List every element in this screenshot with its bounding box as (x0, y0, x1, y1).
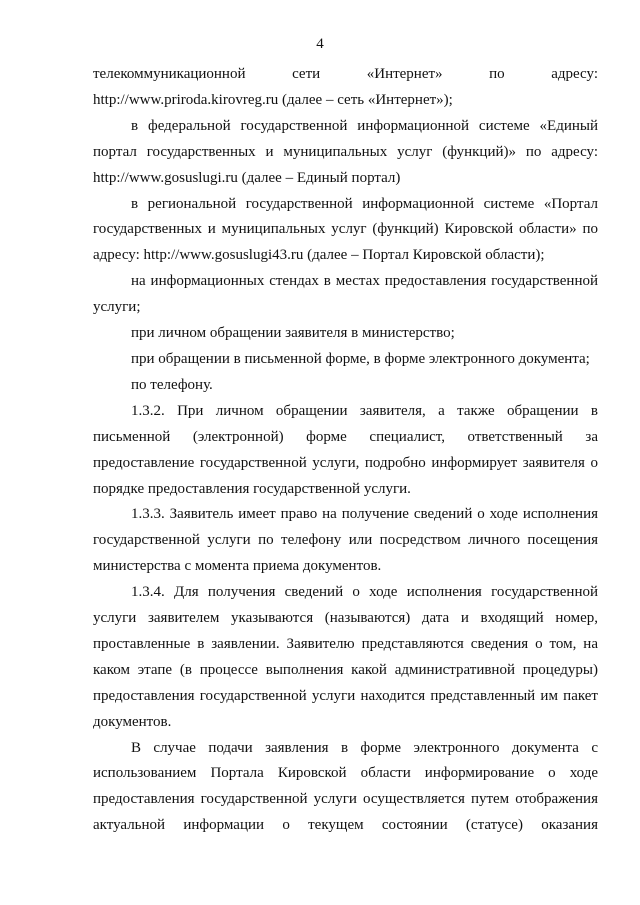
paragraph-electronic-submission: В случае подачи заявления в форме электронного документа с использованием Портала Кировской области информирование о ходе предоставления государственной услуги осуществляется путем отображения актуальной информации о текущем состоянии (статусе) оказания (93, 739, 598, 834)
document-body (93, 62, 598, 839)
paragraph-internet-address (93, 62, 598, 114)
paragraph-written-form: при обращении в письменной форме, в форме электронного документа; (131, 350, 590, 367)
paragraph-info-stands: на информационных стендах в местах предоставления государственной услуги; (93, 273, 598, 316)
paragraph-phone: по телефону. (131, 376, 213, 393)
paragraph-unified-portal: в федеральной государственной информационной системе «Единый портал государственных и муниципальных услуг (функций)» по адресу: http://www.gosuslugi.ru (далее – Единый портал) (93, 117, 598, 186)
clause-1-3-4: 1.3.4. Для получения сведений о ходе исполнения государственной услуги заявителем указываются (называются) дата и входящий номер, проставленные в заявлении. Заявителю представляются сведения о том, на каком этапе (в процессе выполнения какой административной процедуры) предоставления государственной услуги находится представленный им пакет документов. (93, 584, 598, 730)
page-number: 4 (316, 36, 324, 52)
paragraph-personal-visit: при личном обращении заявителя в министерство; (131, 325, 455, 342)
paragraph-line: http://www.priroda.kirovreg.ru (далее – сеть «Интернет»); (93, 91, 453, 108)
paragraph-regional-portal: в региональной государственной информационной системе «Портал государственных и муниципальных услуг (функций) Кировской области» по адресу: http://www.gosuslugi43.ru (далее – Портал Кировской области); (93, 195, 598, 264)
paragraph-line: телекоммуникационной сети «Интернет» по адресу: (93, 66, 598, 82)
clause-1-3-3: 1.3.3. Заявитель имеет право на получение сведений о ходе исполнения государственной услуги по телефону или посредством личного посещения министерства с момента приема документов. (93, 506, 598, 575)
clause-1-3-2: 1.3.2. При личном обращении заявителя, а также обращении в письменной (электронной) форме специалист, ответственный за предоставление государственной услуги, подробно информирует заявителя о порядке предоставления государственной услуги. (93, 402, 598, 497)
